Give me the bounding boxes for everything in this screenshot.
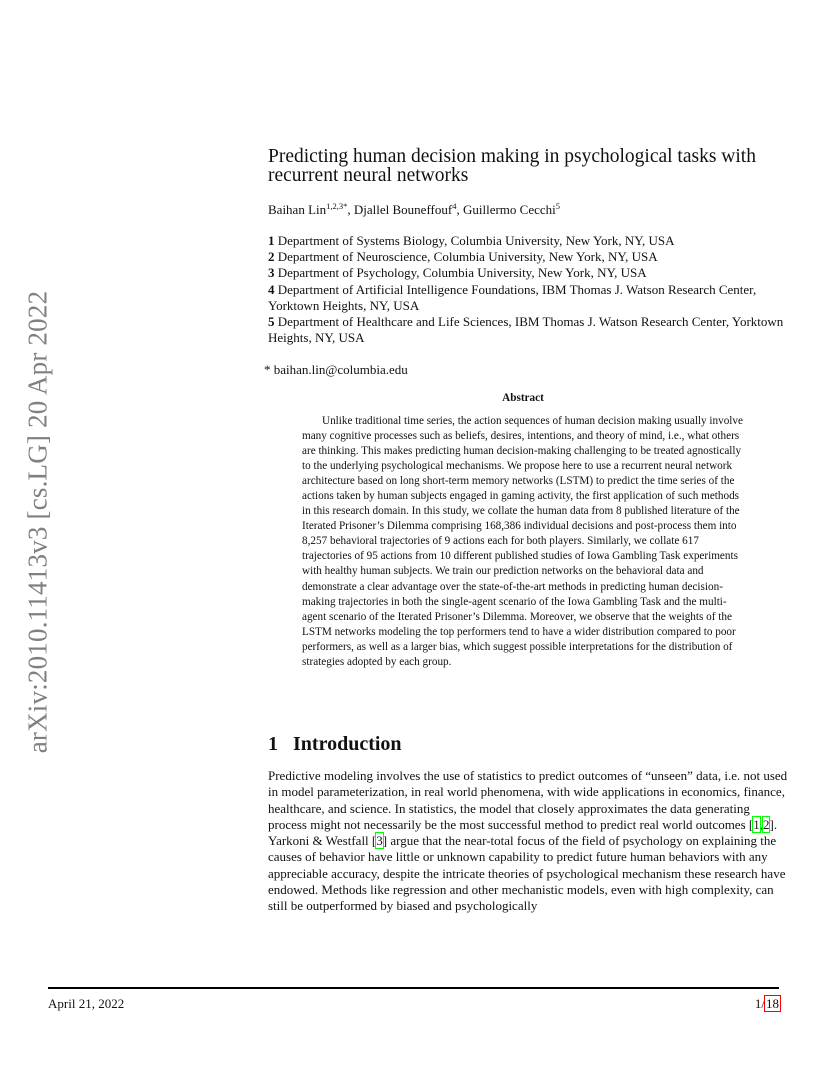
abstract-heading: Abstract [502,392,544,404]
arxiv-identifier: arXiv:2010.11413v3 [cs.LG] 20 Apr 2022 [22,290,53,754]
affiliation-item [268,314,788,346]
intro-text: Predictive modeling involves the use of statistics to predict outcomes of “unseen” data, i.e. not used in model parameterization, in real world phenomena, with wide applications in economics, finance, healthcare, and science. In statistics, the model that closely approximates the data generating process might not necessarily be the most successful method to predict real world outcomes [268,768,788,832]
footer-rule [48,987,779,989]
author-name: Guillermo Cecchi [462,202,556,217]
citation-separator: , [759,816,763,832]
page-current: 1/ [754,996,765,1011]
citation-link[interactable]: 3 [376,833,383,849]
affiliation-text: Department of Artificial Intelligence Foundations, IBM Thomas J. Watson Research Center, Yorktown Heights, NY, USA [268,281,757,313]
introduction-paragraph: Predictive modeling involves the use of statistics to predict outcomes of “unseen” data, i.e. not used in model parameterization, in real world phenomena, with wide applications in economics, finance, healthcare, and science. In statistics, the model that closely approximates the data generating process might not necessarily be the most successful method to predict real world outcomes [1,2]. Yarkoni & Westfall [3] argue that the near-total focus of the field of psychology on explaining the causes of behavior have little or unknown capability to predict future human behaviors with any appreciable accuracy, despite the intricate theories of psychological mechanism these research have endowed. Methods like regression and other mechanistic models, even with high complexity, can still be outperformed by biased and psychologically [268,768,788,914]
paper-title: Predicting human decision making in psychological tasks with recurrent neural networks [268,146,756,186]
author-separator: , [347,202,354,217]
citation-link[interactable]: 1 [753,816,760,832]
affiliation-text: Department of Systems Biology, Columbia University, New York, NY, USA [277,233,675,248]
section-title: Introduction [293,733,402,755]
author-name: Baihan Lin [268,202,327,217]
abstract-text: Unlike traditional time series, the action sequences of human decision making usually involve many cognitive processes such as beliefs, desires, intentions, and theory of mind, i.e., what others are thinking. This makes predicting human decision-making challenging to be treated agnostically to the underlying psychological mechanisms. We propose here to use a recurrent neural network architecture based on long short-term memory networks (LSTM) to predict the time series of the actions taken by human subjects engaged in gaming activity, the first application of such methods in this research domain. In this study, we collate the human data from 8 published literature of the Iterated Prisoner’s Dilemma comprising 168,386 individual decisions and post-process them into 8,257 behavioral trajectories of 9 actions each for both players. Similarly, we collate 617 trajectories of 95 actions from 10 different published studies of Iowa Gambling Task experiments with healthy human subjects. We train our prediction networks on the behavioral data and demonstrate a clear advantage over the state-of-the-art methods in predicting human decision-making trajectories in both the single-agent scenario of the Iowa Gambling Task and the multi-agent scenario of the Iterated Prisoner’s Dilemma. Moreover, we observe that the weights of the LSTM networks modeling the top performers tend to have a wider distribution compared to poor performers, as well as a larger bias, which suggest possible interpretations for the distribution of strategies adopted by each group. [302,415,743,668]
author-affiliation-marker: 4 [452,201,457,211]
affiliation-item [268,265,788,281]
affiliation-number: 1 [268,233,275,248]
affiliation-item [268,249,788,265]
section-heading [268,733,402,756]
citation-link[interactable]: 2 [762,816,770,832]
intro-text: . Yarkoni & Westfall [268,816,778,849]
affiliation-item [268,282,788,314]
affiliation-number: 3 [268,265,275,281]
author-affiliation-marker: 5 [555,201,560,211]
intro-text: argue that the near-total focus of the field of psychology on explaining the causes of behavior have little or unknown capability to predict future human behaviors with any appreciable accuracy, despite the intricate theories of psychological mechanism these research have endowed. Methods like regression and other mechanistic models, even with high complexity, can still be outperformed by biased and psychologically [268,833,786,914]
affiliation-number: 2 [268,249,275,265]
author-affiliation-marker: 1,2,3* [326,201,348,211]
author-name: Djallel Bouneffouf [353,202,453,217]
affiliation-text: Department of Healthcare and Life Sciences, IBM Thomas J. Watson Research Center, Yorktown Heights, NY, USA [268,314,784,346]
footer-date: April 21, 2022 [48,996,125,1011]
affiliation-text: Department of Neuroscience, Columbia University, New York, NY, USA [277,249,658,265]
page-number [755,996,780,1012]
affiliation-list [268,233,788,346]
affiliation-item [268,233,788,249]
author-list [268,202,788,218]
arxiv-sidebar [20,286,56,758]
author-separator: , [456,202,463,217]
affiliation-number: 4 [268,281,275,297]
corresponding-email: * baihan.lin@columbia.edu [264,362,408,377]
affiliation-number: 5 [268,314,275,330]
section-number: 1 [268,733,278,755]
total-pages-link[interactable]: 18 [766,996,779,1011]
affiliation-text: Department of Psychology, Columbia University, New York, NY, USA [277,265,647,281]
